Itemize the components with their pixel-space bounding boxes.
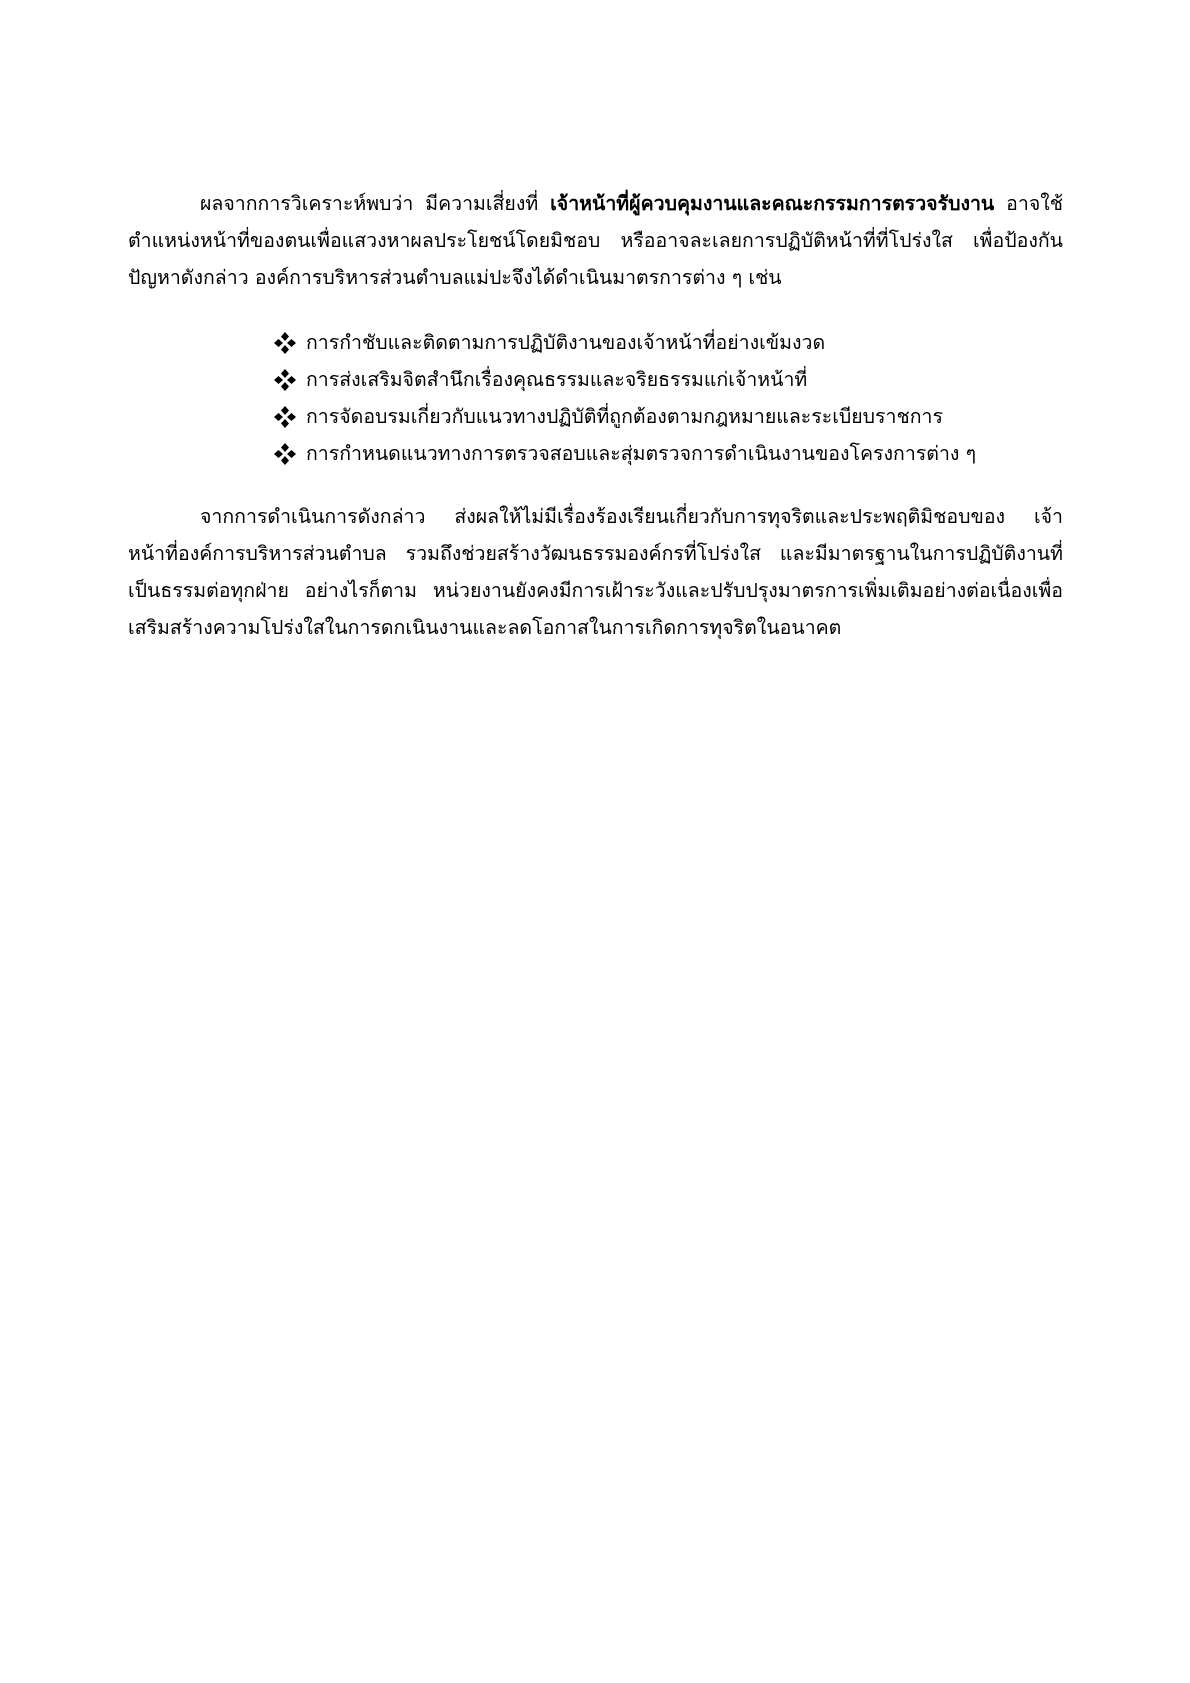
paragraph-outcome <box>128 498 1063 646</box>
document-body <box>128 185 1063 646</box>
four-diamond-icon <box>272 330 298 356</box>
paragraph-1-lead: ผลจากการวิเคราะห์พบว่า มีความเสี่ยงที่ <box>200 192 551 215</box>
list-item-text: การกำหนดแนวทางการตรวจสอบและสุ่มตรวจการดำเนินงานของโครงการต่าง ๆ <box>306 442 977 465</box>
paragraph-1-bold: เจ้าหน้าที่ผู้ควบคุมงานและคณะกรรมการตรวจรับงาน <box>550 192 995 215</box>
list-item-text: การจัดอบรมเกี่ยวกับแนวทางปฏิบัติที่ถูกต้องตามกฎหมายและระเบียบราชการ <box>306 405 943 428</box>
list-item-text: การส่งเสริมจิตสำนึกเรื่องคุณธรรมและจริยธรรมแก่เจ้าหน้าที่ <box>306 368 808 391</box>
measures-list <box>128 324 1063 472</box>
list-item <box>272 398 1063 435</box>
paragraph-risk-analysis <box>128 185 1063 296</box>
four-diamond-icon <box>272 367 298 393</box>
paragraph-1-rest: อาจใช้ตำแหน่งหน้าที่ของตนเพื่อแสวงหาผลประโยชน์โดยมิชอบ หรืออาจละเลยการปฏิบัติหน้าที่ที่โปร่งใส เพื่อป้องกันปัญหาดังกล่าว องค์การบริหารส่วนตำบลแม่ปะจึงได้ดำเนินมาตรการต่าง ๆ เช่น <box>128 192 1063 289</box>
paragraph-2-text: จากการดำเนินการดังกล่าว ส่งผลให้ไม่มีเรื่องร้องเรียนเกี่ยวกับการทุจริตและประพฤติมิชอบของ เจ้าหน้าที่องค์การบริหารส่วนตำบล รวมถึงช่วยสร้างวัฒนธรรมองค์กรที่โปร่งใส และมีมาตรฐานในการปฏิบัติงานที่ เป็นธรรมต่อทุกฝ่าย อย่างไรก็ตาม หน่วยงานยังคงมีการเฝ้าระวังและปรับปรุงมาตรการเพิ่มเติมอย่างต่อเนื่องเพื่อ เสริมสร้างความโปร่งใสในการดกเนินงานและลดโอกาสในการเกิดการทุจริตในอนาคต <box>128 505 1063 639</box>
list-item <box>272 324 1063 361</box>
list-item-text: การกำชับและติดตามการปฏิบัติงานของเจ้าหน้าที่อย่างเข้มงวด <box>306 331 826 354</box>
four-diamond-icon <box>272 404 298 430</box>
list-item <box>272 361 1063 398</box>
list-item <box>272 435 1063 472</box>
four-diamond-icon <box>272 441 298 467</box>
